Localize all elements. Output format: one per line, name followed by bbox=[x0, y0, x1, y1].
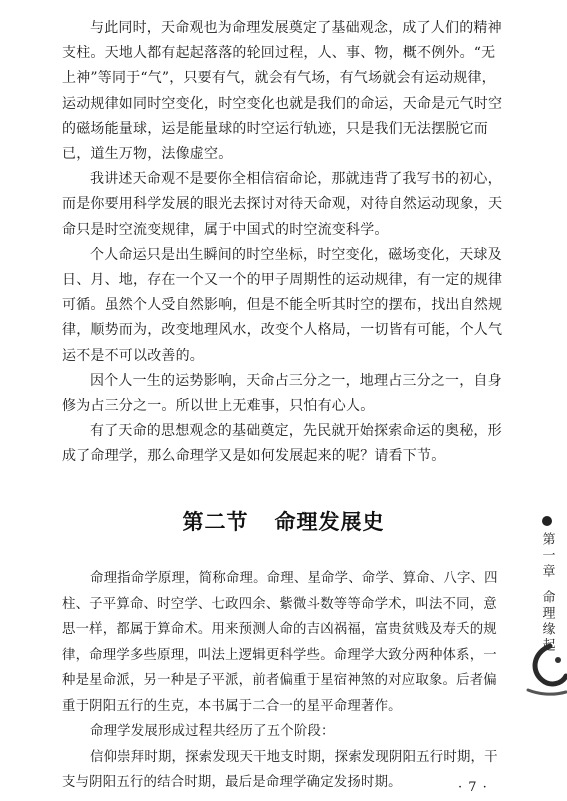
chapter-marker-icon bbox=[542, 516, 552, 526]
paragraph-personal-fate: 个人命运只是出生瞬间的时空坐标，时空变化，磁场变化，天球及日、月、地，存在一个又一个的甲子周期性的运动规律，有一定的规律可循。虽然个人受自然影响，但是不能全听其时空的摆布，找出自然规律，顺势而为，改变地理风水，改变个人格局，一切皆有可能，个人气运不是不可以改善的。 bbox=[62, 246, 503, 364]
chapter-side-tab bbox=[537, 516, 557, 654]
paragraph-tianming-foundation: 与此同时，天命观也为命理发展奠定了基础观念，成了人们的精神支柱。天地人都有起起落落的轮回过程，人、事、物，概不例外。“无上神”等同于“气”，只要有气，就会有气场，有气场就会有运动规律，运动规律如同时空变化，时空变化也就是我们的命运，天命是元气时空的磁场能量球，运是能量球的时空运行轨迹，只是我们无法摆脱它而已，道生万物，法像虚空。 bbox=[62, 20, 503, 163]
chapter-number: 第一章 bbox=[539, 532, 555, 580]
paragraph-five-stages-list: 信仰崇拜时期，探索发现天干地支时期，探索发现阴阳五行时期，干支与阴阳五行的结合时期，最后是命理学确定发扬时期。 bbox=[62, 749, 498, 790]
section-number: 第二节 bbox=[182, 510, 249, 534]
paragraph-fortune-thirds: 因个人一生的运势影响，天命占三分之一，地理占三分之一，自身修为占三分之一。所以世上无难事，只怕有心人。 bbox=[62, 372, 502, 415]
top-text-block bbox=[62, 16, 504, 470]
section-title: 命理发展史 bbox=[274, 510, 385, 534]
paragraph-five-stages-intro: 命理学发展形成过程共经历了五个阶段： bbox=[90, 724, 335, 739]
chapter-title: 命理缘起 bbox=[539, 590, 555, 654]
bottom-text-block bbox=[62, 566, 504, 796]
page-number: · 7 · bbox=[458, 780, 488, 795]
paragraph-tianming-view: 我讲述天命观不是要你全相信宿命论，那就违背了我写书的初心，而是你要用科学发展的眼光去探讨对待天命观，对待自然运动现象，天命只是时空流变规律，属于中国式的时空流变科学。 bbox=[62, 171, 503, 238]
ink-brush-decoration-icon bbox=[520, 640, 567, 700]
paragraph-next-section-lead: 有了天命的思想观念的基础奠定，先民就开始探索命运的奥秘，形成了命理学，那么命理学又是如何发展起来的呢？请看下节。 bbox=[62, 423, 502, 465]
section-heading bbox=[0, 506, 567, 536]
paragraph-mingli-definition: 命理指命学原理，简称命理。命理、星命学、命学、算命、八字、四柱、子平算命、时空学、七政四余、紫微斗数等等命学术，叫法不同，意思一样，都属于算命术。用来预测人命的吉凶祸福，富贵贫贱及寿夭的规律，命理学多些原理，叫法上逻辑更科学些。命理学大致分两种体系，一种是星命派，另一种是子平派，前者偏重于星宿神煞的对应取象。后者偏重于阴阳五行的生克，本书属于二合一的星平命理著作。 bbox=[62, 571, 498, 714]
